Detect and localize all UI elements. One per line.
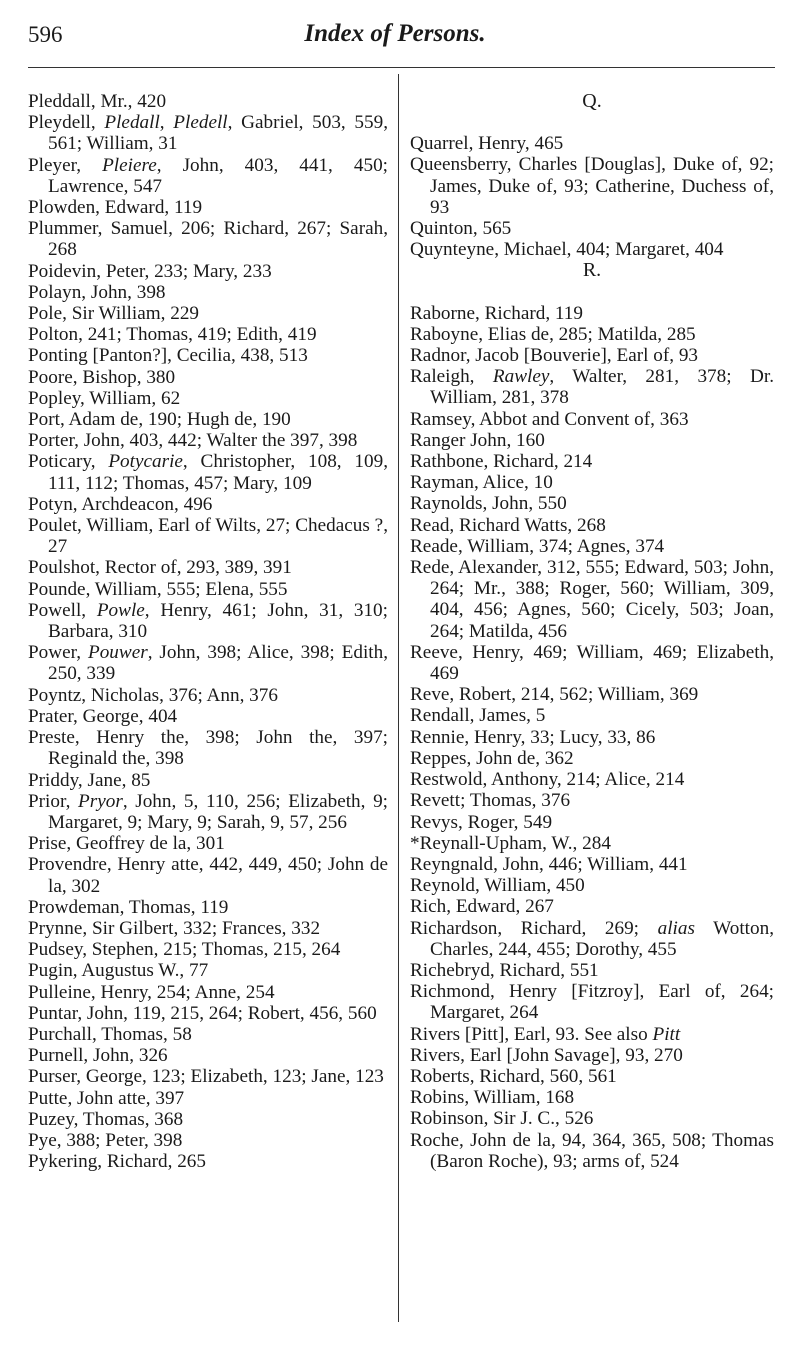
entry-text: Reve, Robert, 214, 562; William, 369 — [410, 684, 699, 706]
entry-text: Roberts, Richard, 560, 561 — [410, 1065, 617, 1087]
entry-text: Rathbone, Richard, 214 — [410, 451, 593, 473]
index-entry — [28, 1066, 388, 1087]
entry-text: Pulleine, Henry, 254; Anne, 254 — [28, 981, 275, 1003]
entry-text: Raboyne, Elias de, 285; Matilda, 285 — [410, 323, 696, 345]
entry-text: Priddy, Jane, 85 — [28, 769, 151, 791]
index-entry — [410, 981, 774, 1023]
entry-text: Richmond, Henry [Fitzroy], Earl of, 264; Margaret, 264 — [410, 981, 774, 1024]
index-entry — [410, 1024, 774, 1045]
index-entry — [28, 112, 388, 154]
index-entry — [28, 515, 388, 557]
entry-text: , John, 398; Alice, 398; Edith, 250, 339 — [48, 642, 388, 685]
entry-text: Rivers [Pitt], Earl, 93. See also — [410, 1023, 653, 1045]
italic-variant: Pleiere — [102, 154, 157, 176]
index-entry — [28, 1003, 388, 1024]
entry-text: Prise, Geoffrey de la, 301 — [28, 833, 225, 855]
index-entry — [28, 91, 388, 112]
italic-variant: Pitt — [652, 1023, 681, 1045]
entry-text: Plowden, Edward, 119 — [28, 197, 203, 219]
entry-text: Porter, John, 403, 442; Walter the 397, 398 — [28, 430, 358, 452]
left-entries — [28, 91, 388, 1172]
entry-text: Puntar, John, 119, 215, 264; Robert, 456, 560 — [28, 1002, 377, 1024]
index-entry — [410, 409, 774, 430]
index-entry — [28, 1109, 388, 1130]
entry-text: Pleydell, — [28, 112, 105, 134]
index-entry — [410, 345, 774, 366]
index-entry — [28, 579, 388, 600]
entry-text: Pykering, Richard, 265 — [28, 1151, 206, 1173]
index-entry — [28, 155, 388, 197]
entry-text: Reeve, Henry, 469; William, 469; Elizabeth, 469 — [410, 641, 774, 685]
entry-text: Puzey, Thomas, 368 — [28, 1108, 184, 1130]
index-entry — [410, 536, 774, 557]
entry-text: Polton, 241; Thomas, 419; Edith, 419 — [28, 324, 317, 346]
index-entry — [410, 218, 774, 239]
entry-text: Rennie, Henry, 33; Lucy, 33, 86 — [410, 726, 656, 748]
entry-text: , Christopher, 108, 109, 111, 112; Thomas, 457; Mary, 109 — [48, 451, 388, 494]
entry-text: Radnor, Jacob [Bouverie], Earl of, 93 — [410, 345, 699, 367]
entry-text: Restwold, Anthony, 214; Alice, 214 — [410, 769, 685, 791]
index-entry — [28, 685, 388, 706]
entry-text: Purchall, Thomas, 58 — [28, 1023, 192, 1045]
index-entry — [410, 833, 774, 854]
entry-text: Prior, — [28, 790, 79, 812]
entry-text: Port, Adam de, 190; Hugh de, 190 — [28, 409, 291, 431]
italic-variant: Potycarie — [108, 451, 183, 473]
index-entry — [410, 1087, 774, 1108]
index-entry — [28, 324, 388, 345]
index-entry — [28, 642, 388, 684]
entry-text: Quarrel, Henry, 465 — [410, 133, 564, 155]
entry-text: Plummer, Samuel, 206; Richard, 267; Sarah, 268 — [28, 218, 388, 261]
entry-text: Polayn, John, 398 — [28, 281, 166, 303]
index-entry — [410, 727, 774, 748]
index-entry — [410, 1066, 774, 1087]
entry-text: Robins, William, 168 — [410, 1087, 575, 1109]
index-entry — [28, 982, 388, 1003]
index-entry — [410, 769, 774, 790]
index-entry — [28, 388, 388, 409]
index-entry — [410, 642, 774, 684]
entry-text: Richardson, Richard, 269; — [410, 917, 658, 939]
index-entry — [410, 748, 774, 769]
entry-text: Poyntz, Nicholas, 376; Ann, 376 — [28, 684, 278, 706]
entry-text: Prater, George, 404 — [28, 705, 178, 727]
entry-text: Quynteyne, Michael, 404; Margaret, 404 — [410, 239, 724, 261]
entry-text: Raleigh, — [410, 366, 493, 388]
entry-text: Purnell, John, 326 — [28, 1045, 168, 1067]
italic-variant: Powle — [96, 599, 145, 621]
entry-text: Rendall, James, 5 — [410, 705, 546, 727]
right-column — [410, 91, 774, 1172]
index-entry — [28, 897, 388, 918]
entry-text: , Walter, 281, 378; Dr. William, 281, 378 — [430, 366, 774, 409]
entry-text: Poulshot, Rector of, 293, 389, 391 — [28, 557, 292, 579]
entry-text: Potyn, Archdeacon, 496 — [28, 493, 213, 515]
entry-text: Prynne, Sir Gilbert, 332; Frances, 332 — [28, 917, 321, 939]
entry-text: Pye, 388; Peter, 398 — [28, 1129, 183, 1151]
index-entry — [28, 261, 388, 282]
index-entry — [410, 557, 774, 642]
index-entry — [410, 430, 774, 451]
entry-text: , John, 403, 441, 450; Lawrence, 547 — [48, 154, 388, 197]
index-entry — [28, 791, 388, 833]
entry-text: Richebryd, Richard, 551 — [410, 959, 599, 981]
page-number: 596 — [28, 22, 63, 47]
entry-text: Rivers, Earl [John Savage], 93, 270 — [410, 1044, 683, 1066]
index-entry — [410, 154, 774, 218]
entry-text: , Henry, 461; John, 31, 310; Barbara, 310 — [48, 599, 388, 643]
header-rule — [28, 67, 775, 68]
entry-text: Poidevin, Peter, 233; Mary, 233 — [28, 260, 272, 282]
index-entry — [28, 1024, 388, 1045]
index-entry — [410, 684, 774, 705]
index-entry — [28, 960, 388, 981]
index-entry — [410, 451, 774, 472]
index-entry — [410, 1108, 774, 1129]
index-entry — [28, 770, 388, 791]
index-entry — [28, 1088, 388, 1109]
entry-text: Poticary, — [28, 451, 109, 473]
r-entries — [410, 303, 774, 1172]
index-entry — [28, 430, 388, 451]
italic-variant: Pledell — [173, 112, 228, 134]
entry-text: Revys, Roger, 549 — [410, 811, 553, 833]
entry-text: Ramsey, Abbot and Convent of, 363 — [410, 408, 689, 430]
index-entry — [410, 705, 774, 726]
entry-text: Provendre, Henry atte, 442, 449, 450; John de la, 302 — [28, 854, 388, 897]
index-entry — [28, 557, 388, 578]
index-entry — [410, 366, 774, 408]
entry-text: Revett; Thomas, 376 — [410, 790, 571, 812]
index-entry — [28, 303, 388, 324]
italic-variant: alias — [657, 917, 695, 939]
entry-text: Popley, William, 62 — [28, 387, 181, 409]
index-entry — [410, 1045, 774, 1066]
index-entry — [410, 960, 774, 981]
q-entries — [410, 133, 774, 260]
left-column — [28, 91, 388, 1172]
italic-variant: Pledall — [104, 112, 160, 134]
index-entry — [410, 472, 774, 493]
entry-text: Wotton, Charles, 244, 455; Dorothy, 455 — [430, 917, 774, 960]
index-entry — [410, 790, 774, 811]
index-entry — [28, 409, 388, 430]
entry-text: *Reynall-Upham, W., 284 — [410, 832, 611, 854]
index-entry — [28, 1045, 388, 1066]
entry-text: Power, — [28, 642, 88, 664]
index-entry — [28, 939, 388, 960]
index-entry — [28, 282, 388, 303]
index-entry — [410, 812, 774, 833]
index-entry — [410, 1130, 774, 1172]
entry-text: Rich, Edward, 267 — [410, 896, 554, 918]
entry-text: Reynold, William, 450 — [410, 875, 585, 897]
index-entry — [28, 451, 388, 493]
entry-text: Purser, George, 123; Elizabeth, 123; Jane, 123 — [28, 1066, 384, 1088]
entry-text: Quinton, 565 — [410, 218, 512, 240]
index-entry — [410, 239, 774, 260]
entry-text: Robinson, Sir J. C., 526 — [410, 1108, 594, 1130]
column-divider — [398, 74, 399, 1322]
italic-variant: Pryor — [78, 790, 123, 812]
index-entry — [28, 854, 388, 896]
index-entry — [410, 133, 774, 154]
entry-text: Pleyer, — [28, 154, 103, 176]
entry-text: Prowdeman, Thomas, 119 — [28, 896, 229, 918]
index-entry — [410, 515, 774, 536]
section-heading-r: R. — [582, 259, 602, 282]
entry-text: Preste, Henry the, 398; John the, 397; Reginald the, 398 — [28, 727, 388, 770]
entry-text: Queensberry, Charles [Douglas], Duke of, 92; James, Duke of, 93; Catherine, Duchess of, 93 — [410, 154, 774, 218]
entry-text: Ranger John, 160 — [410, 429, 545, 451]
entry-text: Roche, John de la, 94, 364, 365, 508; Thomas (Baron Roche), 93; arms of, 524 — [410, 1129, 774, 1172]
index-entry — [410, 493, 774, 514]
index-entry — [410, 324, 774, 345]
entry-text: Reyngnald, John, 446; William, 441 — [410, 853, 688, 875]
index-entry — [28, 833, 388, 854]
index-entry — [28, 218, 388, 260]
italic-variant: Rawley — [492, 366, 550, 388]
entry-text: Putte, John atte, 397 — [28, 1087, 185, 1109]
entry-text: Reade, William, 374; Agnes, 374 — [410, 535, 665, 557]
section-heading-q: Q. — [582, 90, 602, 112]
index-entry — [28, 727, 388, 769]
index-entry — [410, 854, 774, 875]
entry-text: Raborne, Richard, 119 — [410, 302, 583, 324]
entry-text: Poore, Bishop, 380 — [28, 366, 176, 388]
index-entry — [28, 1130, 388, 1151]
entry-text: , Gabriel, 503, 559, 561; William, 31 — [48, 112, 388, 155]
entry-text: Rede, Alexander, 312, 555; Edward, 503; John, 264; Mr., 388; Roger, 560; William, 309, 404, 456; Agnes, 560; Cicely, 503; Joan, 264; Matilda, 456 — [410, 557, 774, 642]
index-entry — [28, 197, 388, 218]
index-entry — [28, 706, 388, 727]
entry-text: Pounde, William, 555; Elena, 555 — [28, 578, 288, 600]
entry-text: Pleddall, Mr., 420 — [28, 91, 167, 112]
entry-text: , — [159, 112, 174, 134]
entry-text: Pudsey, Stephen, 215; Thomas, 215, 264 — [28, 939, 341, 961]
index-entry — [410, 918, 774, 960]
page-title: Index of Persons. — [304, 20, 486, 47]
entry-text: Pole, Sir William, 229 — [28, 303, 200, 325]
index-entry — [28, 918, 388, 939]
entry-text: Ponting [Panton?], Cecilia, 438, 513 — [28, 345, 308, 367]
entry-text: Rayman, Alice, 10 — [410, 472, 553, 494]
index-entry — [28, 494, 388, 515]
italic-variant: Pouwer — [87, 642, 148, 664]
entry-text: Pugin, Augustus W., 77 — [28, 960, 209, 982]
entry-text: , John, 5, 110, 256; Elizabeth, 9; Margaret, 9; Mary, 9; Sarah, 9, 57, 256 — [48, 790, 388, 833]
index-entry — [28, 1151, 388, 1172]
index-entry — [28, 600, 388, 642]
index-entry — [410, 896, 774, 917]
entry-text: Poulet, William, Earl of Wilts, 27; Chedacus ?, 27 — [28, 515, 388, 558]
entry-text: Reppes, John de, 362 — [410, 747, 574, 769]
index-entry — [410, 303, 774, 324]
index-entry — [28, 367, 388, 388]
entry-text: Raynolds, John, 550 — [410, 493, 567, 515]
entry-text: Powell, — [28, 599, 97, 621]
entry-text: Read, Richard Watts, 268 — [410, 514, 606, 536]
index-entry — [410, 875, 774, 896]
index-entry — [28, 345, 388, 366]
